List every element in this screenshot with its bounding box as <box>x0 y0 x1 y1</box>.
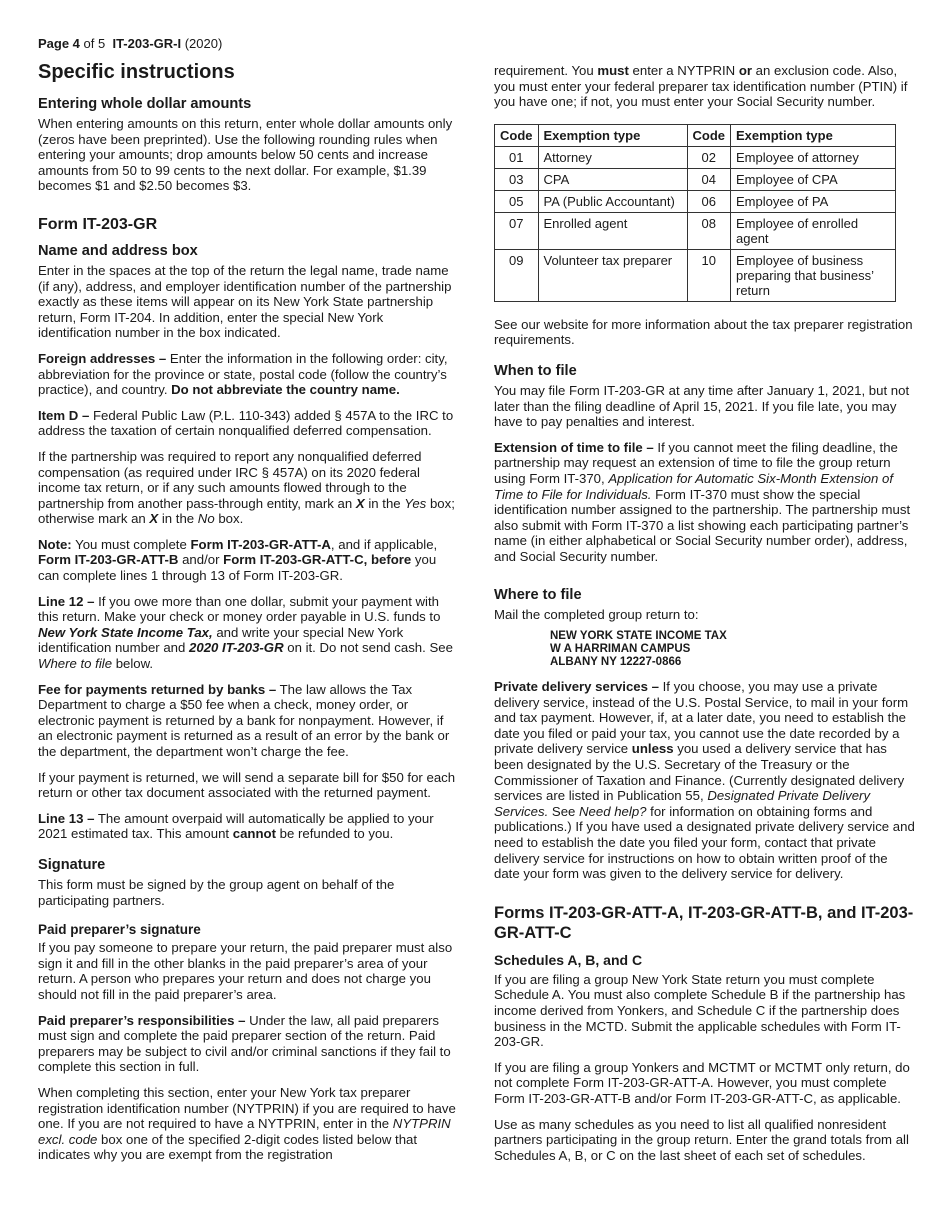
form-id: IT-203-GR-I <box>112 36 182 51</box>
where-to-file-text: Mail the completed group return to: <box>494 606 699 622</box>
address-line: NEW YORK STATE INCOME TAX <box>550 630 727 643</box>
table-row <box>495 146 896 168</box>
signature-text: This form must be signed by the group agent on behalf of the participating partners. <box>38 876 395 908</box>
preparer-responsibilities: Paid preparer’s responsibilities – Under the law, all paid preparers must sign and complete the paid preparer section of the return. Paid preparers may be subject to civil and/or criminal sanctions if they fail to complete this section in full. <box>38 1012 451 1075</box>
page-number: Page 4 <box>38 36 80 51</box>
column-header: Exemption type <box>538 124 687 146</box>
name-address-heading: Name and address box <box>38 242 198 259</box>
address-line: W A HARRIMAN CAMPUS <box>550 643 691 656</box>
whole-dollar-text: When entering amounts on this return, enter whole dollar amounts only (zeros have been preprinted). Use the following rounding rules when entering your amounts; drop amounts below 50 cents and increase amounts from 50 to 99 cents to the next dollar. For example, $1.39 becomes $1 and $2.50 becomes $3. <box>38 116 453 194</box>
foreign-addresses: Foreign addresses – Enter the information in the following order: city, abbreviation for the province or state, postal code (follow the country’s practice), and country. Do not abbreviate the country name. <box>38 350 448 398</box>
schedules-heading: Schedules A, B, and C <box>494 951 643 968</box>
schedules-text-1: If you are filing a group New York State return you must complete Schedule A. You must also complete Schedule B if the partnership has income derived from Yonkers, and Schedule C if the partnership does business in the MCTD. Submit the applicable schedules with Form IT-203-GR. <box>494 971 906 1050</box>
table-cell: 03 <box>495 168 539 190</box>
preparer-signature-heading: Paid preparer’s signature <box>38 922 201 938</box>
table-header-row <box>495 124 896 146</box>
table-row <box>495 212 896 249</box>
right-column <box>494 63 916 1173</box>
column-header: Code <box>495 124 539 146</box>
line-12: Line 12 – If you owe more than one dollar, submit your payment with this return. Make your check or money order payable in U.S. funds to New York State Income Tax, and write your special New York identification number and 2020 IT-203-GR on it. Do not send cash. See Where to file below. <box>38 593 453 672</box>
schedules-text-2: If you are filing a group Yonkers and MCTMT or MCTMT only return, do not complete Form IT-203-GR-ATT-A. However, you must complete Form IT-203-GR-ATT-B and/or Form IT-203-GR-ATT-C, as applicable. <box>494 1059 910 1106</box>
exemption-table <box>494 124 896 302</box>
page-title: Specific instructions <box>38 61 235 83</box>
table-cell: 09 <box>495 249 539 301</box>
page-header <box>38 36 222 51</box>
table-cell: Employee of CPA <box>731 168 896 190</box>
table-cell: Employee of enrolled agent <box>731 212 896 249</box>
table-cell: CPA <box>538 168 687 190</box>
table-row <box>495 190 896 212</box>
table-cell: Volunteer tax preparer <box>538 249 687 301</box>
form-year: (2020) <box>184 36 223 51</box>
item-d: Item D – Federal Public Law (P.L. 110-343) added § 457A to the IRC to address the taxation of certain nonqualified deferred compensation. <box>38 407 454 439</box>
table-cell: 04 <box>687 168 731 190</box>
preparer-signature-text: If you pay someone to prepare your return, the paid preparer must also sign it and fill in the other blanks in the paid preparer’s area of your return. A person who prepares your return and does not charge you should not fill in the paid preparer’s area. <box>38 940 453 1002</box>
column-header: Code <box>687 124 731 146</box>
table-row <box>495 168 896 190</box>
table-cell: 10 <box>687 249 731 301</box>
when-to-file-heading: When to file <box>494 362 577 379</box>
nytprin-continued: requirement. You must enter a NYTPRIN or an exclusion code. Also, you must enter your federal preparer tax identification number (PTIN) if you have one; if not, you must enter your Social Security number. <box>494 63 908 110</box>
column-header: Exemption type <box>731 124 896 146</box>
table-cell: PA (Public Accountant) <box>538 190 687 212</box>
when-to-file-text: You may file Form IT-203-GR at any time after January 1, 2021, but not later than the filing deadline of April 15, 2021. If you file late, you may have to pay penalties and interest. <box>494 382 910 430</box>
schedules-text-3: Use as many schedules as you need to list all qualified nonresident partners participating in the group return. Enter the grand totals from all Schedules A, B, or C on the last sheet of each set of schedules. <box>494 1116 909 1163</box>
whole-dollar-heading: Entering whole dollar amounts <box>38 96 252 112</box>
signature-heading: Signature <box>38 856 106 873</box>
table-cell: Enrolled agent <box>538 212 687 249</box>
table-cell: Employee of business preparing that business’ return <box>731 249 896 301</box>
fee-returned: Fee for payments returned by banks – The law allows the Tax Department to charge a $50 fee when a check, money order, or electronic payment is returned by a bank for nonpayment. However, if an electronic payment is returned as a result of an error by the bank or the department, the department won’t charge the fee. <box>38 681 450 759</box>
mailing-address <box>550 630 916 669</box>
page-of: of 5 <box>83 36 106 51</box>
table-cell: Attorney <box>538 146 687 168</box>
table-cell: 01 <box>495 146 539 168</box>
table-cell: 07 <box>495 212 539 249</box>
line-13: Line 13 – The amount overpaid will automatically be applied to your 2021 estimated tax. This amount cannot be refunded to you. <box>38 810 434 842</box>
extension-text: Extension of time to file – If you cannot meet the filing deadline, the partnership may request an extension of time to file the group return using Form IT-370, Application for Automatic Six-Month Extension of Time to File for Individuals. Form IT-370 must show the special identification number assigned to the partnership. The partnership must also submit with Form IT-370 a list showing each participating partner’s name (in either alphabetical or Social Security number order), address, and Social Security number. <box>494 439 911 564</box>
where-to-file-heading: Where to file <box>494 586 582 603</box>
name-address-text: Enter in the spaces at the top of the return the legal name, trade name (if any), address, and employer identification number of the partnership exactly as these items will appear on its New York State partnership return, Form IT-204. In addition, enter the special New York identification number in the box indicated. <box>38 262 452 341</box>
item-d-detail: If the partnership was required to report any nonqualified deferred compensation (as required under IRC § 457A) on its 2020 federal income tax return, or if any such amounts flowed through to the partnership from another pass-through entity, mark an X in the Yes box; otherwise mark an X in the No box. <box>38 448 455 527</box>
table-cell: 08 <box>687 212 731 249</box>
table-cell: Employee of attorney <box>731 146 896 168</box>
table-cell: 05 <box>495 190 539 212</box>
table-row <box>495 249 896 301</box>
nytprin-instructions: When completing this section, enter your New York tax preparer registration identification number (NYTPRIN) if you are required to have one. If you are not required to have a NYTPRIN, enter in the NYTPRIN excl. code box one of the specified 2-digit codes listed below that indicates why you are exempt from the registration <box>38 1084 456 1163</box>
forms-att-heading: Forms IT-203-GR-ATT-A, IT-203-GR-ATT-B, and IT-203-GR-ATT-C <box>494 903 914 942</box>
note: Note: You must complete Form IT-203-GR-ATT-A, and if applicable, Form IT-203-GR-ATT-B and/or Form IT-203-GR-ATT-C, before you can complete lines 1 through 13 of Form IT-203-GR. <box>38 536 438 584</box>
table-cell: 06 <box>687 190 731 212</box>
form-heading: Form IT-203-GR <box>38 215 158 233</box>
left-column <box>38 60 460 1173</box>
website-note: See our website for more information about the tax preparer registration requirements. <box>494 316 913 348</box>
address-line: ALBANY NY 12227-0866 <box>550 656 682 669</box>
table-cell: 02 <box>687 146 731 168</box>
table-cell: Employee of PA <box>731 190 896 212</box>
private-delivery-text: Private delivery services – If you choose, you may use a private delivery service, instead of the U.S. Postal Service, to mail in your form and tax payment. However, if, at a later date, you need to establish the date you filed or paid your tax, you cannot use the date recorded by a private delivery service unless you used a delivery service that has been designated by the U.S. Secretary of the Treasury or the Commissioner of Taxation and Finance. (Currently designated delivery services are listed in Publication 55, Designated Private Delivery Services. See Need help? for information on obtaining forms and publications.) If you have used a designated private delivery service and need to establish the date you filed your form, contact that private delivery service for instructions on how to obtain written proof of the date your form was given to the delivery service for delivery. <box>494 679 915 882</box>
fee-returned-bill: If your payment is returned, we will send a separate bill for $50 for each return or other tax document associated with the returned payment. <box>38 769 456 801</box>
